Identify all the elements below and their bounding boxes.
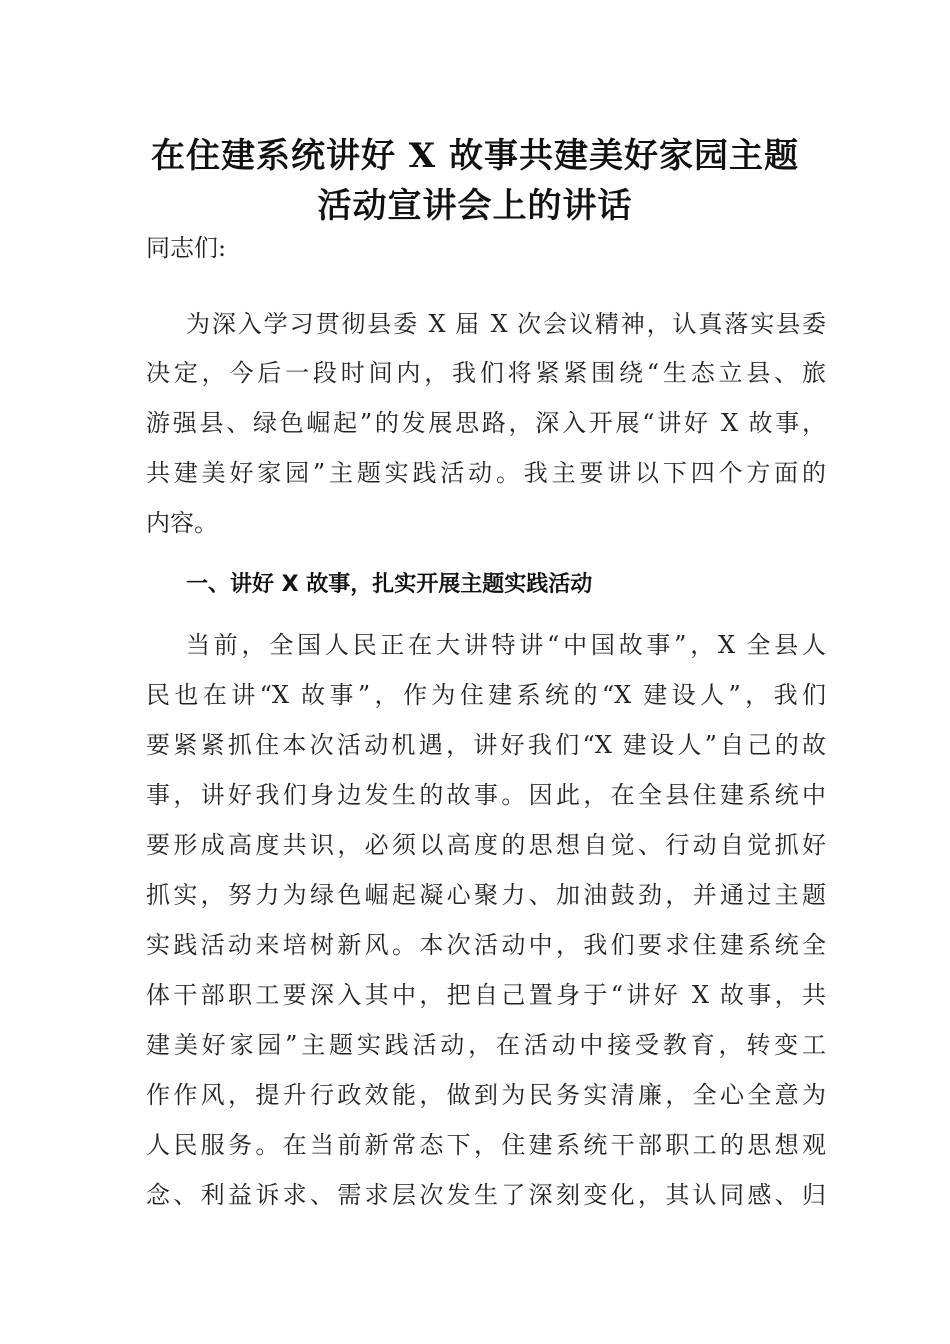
document-title-line-2: 活动宣讲会上的讲话: [317, 186, 633, 226]
paragraph-2-line-12: 念、利益诉求、需求层次发生了深刻变化，其认同感、归: [146, 1181, 826, 1209]
paragraph-2-line-11: 人民服务。在当前新常态下，住建系统干部职工的思想观: [146, 1131, 826, 1159]
paragraph-1-line-2: 决定，今后一段时间内，我们将紧紧围绕“生态立县、旅: [146, 359, 826, 387]
paragraph-2-line-10: 作作风，提升行政效能，做到为民务实清廉，全心全意为: [146, 1081, 826, 1109]
paragraph-1-line-4: 共建美好家园”主题实践活动。我主要讲以下四个方面的: [146, 459, 826, 487]
paragraph-2-line-2: 民也在讲“X 故事”，作为住建系统的“X 建设人”，我们: [146, 681, 826, 709]
paragraph-2-line-3: 要紧紧抓住本次活动机遇，讲好我们“X 建设人”自己的故: [146, 731, 826, 759]
paragraph-1-line-5: 内容。: [146, 509, 218, 537]
paragraph-2-line-1: 当前，全国人民正在大讲特讲“中国故事”，X 全县人: [186, 631, 826, 659]
salutation: 同志们:: [146, 234, 227, 262]
paragraph-1-line-3: 游强县、绿色崛起”的发展思路，深入开展“讲好 X 故事，: [146, 409, 826, 437]
paragraph-2-line-8: 体干部职工要深入其中，把自己置身于“讲好 X 故事，共: [146, 981, 826, 1009]
paragraph-1-line-1: 为深入学习贯彻县委 X 届 X 次会议精神，认真落实县委: [186, 310, 826, 338]
paragraph-2-line-7: 实践活动来培树新风。本次活动中，我们要求住建系统全: [146, 931, 826, 959]
section-1-heading: 一、讲好 X 故事，扎实开展主题实践活动: [186, 572, 593, 597]
paragraph-2-line-6: 抓实，努力为绿色崛起凝心聚力、加油鼓劲，并通过主题: [146, 881, 826, 909]
document-title-line-1: 在住建系统讲好 X 故事共建美好家园主题: [150, 136, 800, 176]
paragraph-2-line-5: 要形成高度共识，必须以高度的思想自觉、行动自觉抓好: [146, 831, 826, 859]
paragraph-2-line-9: 建美好家园”主题实践活动，在活动中接受教育，转变工: [146, 1031, 826, 1059]
paragraph-2-line-4: 事，讲好我们身边发生的故事。因此，在全县住建系统中: [146, 781, 826, 809]
